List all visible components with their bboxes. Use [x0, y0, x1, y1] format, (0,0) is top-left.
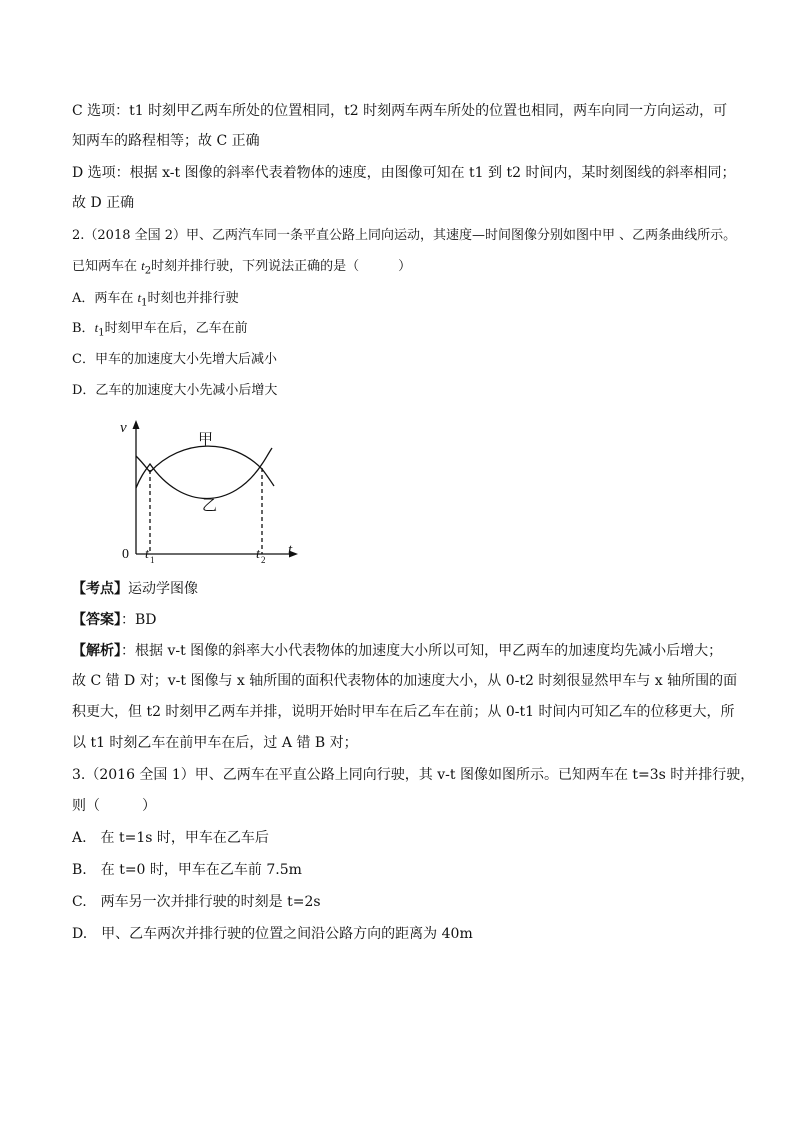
y-axis-arrow — [133, 420, 140, 429]
answer-tag: 【答案】 — [72, 612, 121, 628]
kaodian-tag: 【考点】 — [72, 581, 128, 597]
origin-label: 0 — [122, 547, 129, 562]
t1-tick-label: t — [145, 547, 149, 562]
q2-option-a-sub: 1 — [141, 297, 148, 309]
q3-stem-line-1: 3.（2016 全国 1）甲、乙两车在平直公路上同向行驶，其 v-t 图像如图所示。已知两车在 t=3s 时并排行驶， — [72, 767, 755, 783]
q3-option-d: D. 甲、乙车两次并排行驶的位置之间沿公路方向的距离为 40m — [72, 926, 473, 942]
t1-tick-sub: 1 — [150, 555, 155, 565]
q2-option-b-text-a: B． — [72, 321, 95, 336]
q2-option-a-text-b: 时刻也并排行驶 — [147, 291, 239, 306]
analysis-line-1 — [72, 641, 722, 661]
q2-option-a — [72, 288, 239, 314]
q2-stem-text-a: 已知两车在 — [72, 259, 142, 274]
jia-curve-label: 甲 — [198, 432, 214, 448]
curve-jia — [136, 446, 274, 486]
q2-stem-line-2 — [72, 256, 411, 282]
yi-curve-label: 乙 — [202, 498, 218, 514]
kaodian-text: 运动学图像 — [128, 581, 198, 597]
para-c-line-1: C 选项：t1 时刻甲乙两车所处的位置相同，t2 时刻两车两车所处的位置也相同，两车向同一方向运动，可 — [72, 103, 728, 119]
q2-stem-sub: 2 — [144, 265, 152, 277]
q2-option-d: D．乙车的加速度大小先减小后增大 — [72, 383, 278, 398]
answer-text: ：BD — [121, 612, 157, 628]
analysis-line-3: 积更大，但 t2 时刻甲乙两车并排，说明开始时甲车在后乙车在前；从 0-t1 时间内可知乙车的位移更大，所 — [72, 704, 735, 720]
q2-stem-line-1: 2.（2018 全国 2）甲、乙两汽车同一条平直公路上同向运动，其速度—时间图像分别如图中甲 、乙两条曲线所示。 — [72, 228, 737, 243]
analysis-tag: 【解析】 — [72, 643, 121, 659]
q2-stem-t: t — [141, 258, 145, 273]
t2-tick-label: t — [256, 547, 260, 562]
q3-option-b: B. 在 t=0 时，甲车在乙车前 7.5m — [72, 862, 302, 878]
q2-option-a-t: t — [137, 290, 142, 305]
v-axis-label: v — [120, 420, 127, 436]
curve-yi — [136, 448, 272, 499]
q2-option-b-t: t — [94, 320, 99, 335]
para-d-line-2: 故 D 正确 — [72, 195, 135, 211]
q2-option-c: C．甲车的加速度大小先增大后减小 — [72, 352, 277, 367]
q2-option-b-text-b: 时刻甲车在后，乙车在前 — [104, 321, 248, 336]
kaodian — [72, 579, 198, 599]
answer — [72, 610, 157, 630]
vt-graph — [112, 414, 312, 568]
q2-stem-text-b: 时刻并排行驶，下列说法正确的是（ ） — [151, 259, 412, 274]
analysis-line-2: 故 C 错 D 对；v-t 图像与 x 轴所围的面积代表物体的加速度大小，从 0-t2 时刻很显然甲车与 x 轴所围的面 — [72, 673, 738, 689]
t2-tick-sub: 2 — [261, 555, 266, 565]
para-d-line-1: D 选项：根据 x-t 图像的斜率代表着物体的速度，由图像可知在 t1 到 t2 时间内，某时刻图线的斜率相同； — [72, 165, 736, 181]
q3-stem-line-2: 则（ ） — [72, 798, 156, 814]
q3-option-c: C. 两车另一次并排行驶的时刻是 t=2s — [72, 894, 321, 910]
q2-option-a-text-a: A．两车在 — [72, 291, 138, 306]
q3-option-a: A. 在 t=1s 时，甲车在乙车后 — [72, 830, 269, 846]
para-c-line-2: 知两车的路程相等；故 C 正确 — [72, 133, 260, 149]
q2-option-b-sub: 1 — [98, 327, 105, 339]
analysis-line-4: 以 t1 时刻乙车在前甲车在后，过 A 错 B 对； — [72, 735, 358, 751]
t-axis-label: t — [288, 542, 293, 558]
analysis-text-1: ：根据 v-t 图像的斜率大小代表物体的加速度大小所以可知，甲乙两车的加速度均先减小后增大； — [121, 643, 723, 659]
q2-option-b — [72, 318, 248, 344]
